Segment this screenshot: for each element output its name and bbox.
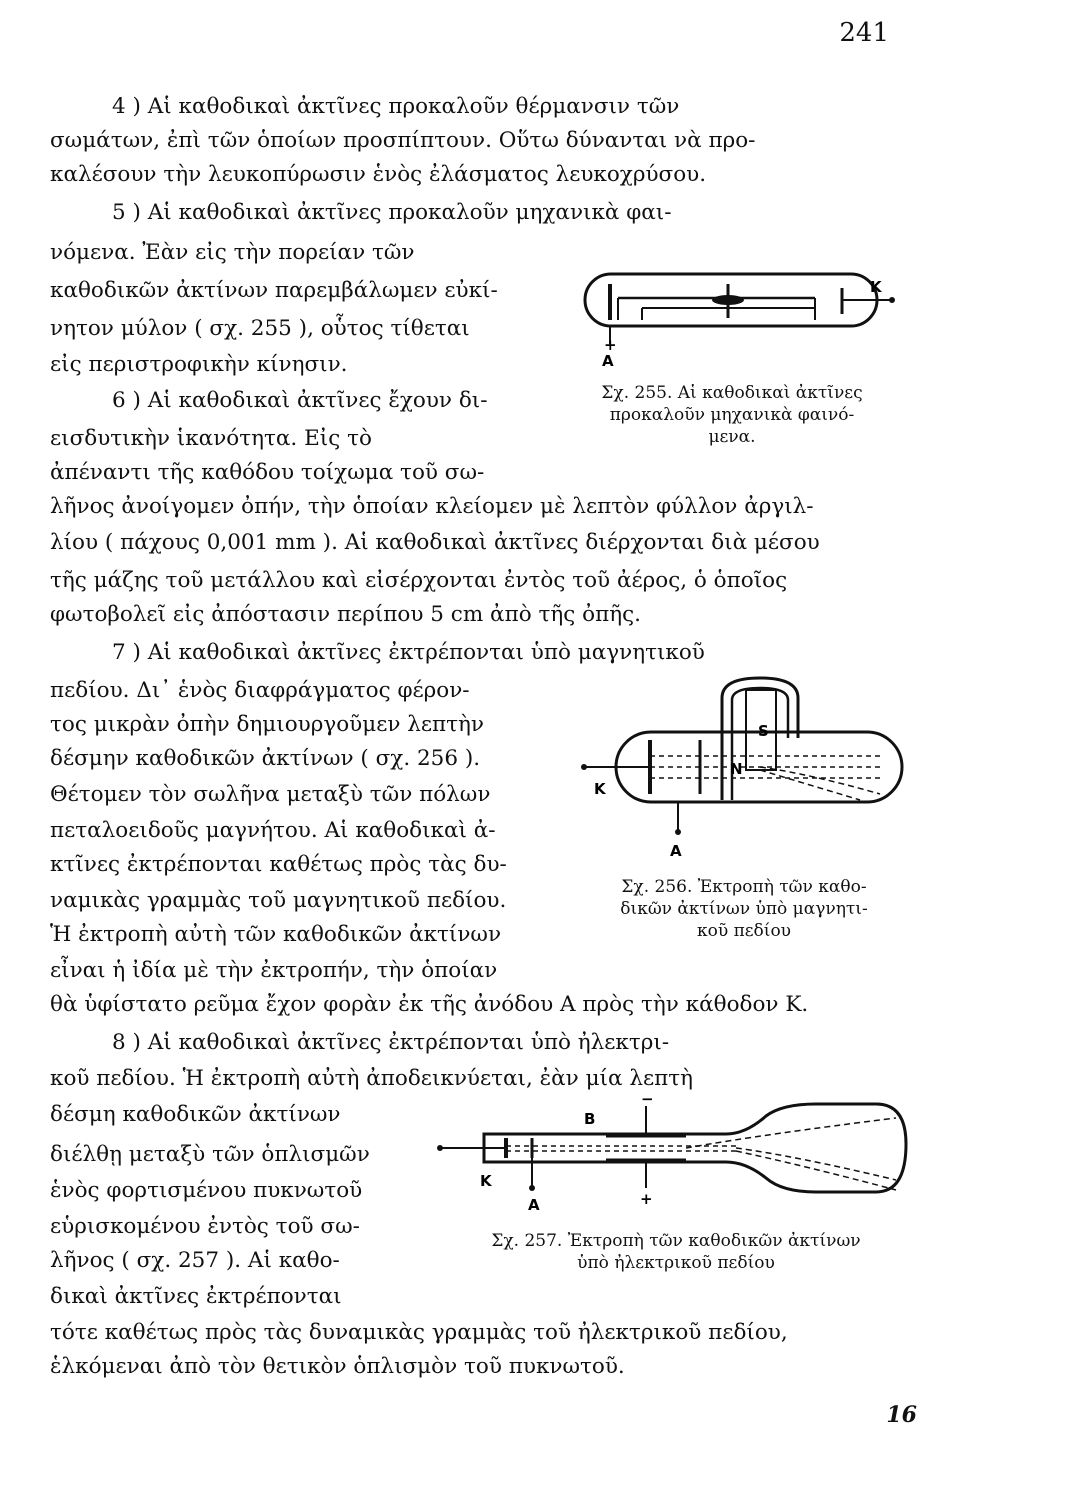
text-line: ναμικὰς γραμμὰς τοῦ μαγνητικοῦ πεδίου. — [50, 888, 507, 913]
text-line: εἶναι ἡ ἰδία μὲ τὴν ἐκτροπήν, τὴν ὁποίαν — [50, 958, 498, 983]
fig256-caption-line: Σχ. 256. Ἐκτροπὴ τῶν καθο- — [621, 877, 867, 897]
text-line: δέσμην καθοδικῶν ἀκτίνων ( σχ. 256 ). — [50, 746, 481, 771]
text-line: Ἡ ἐκτροπὴ αὐτὴ τῶν καθοδικῶν ἀκτίνων — [50, 922, 502, 947]
text-line: εὑρισκομένου ἐντὸς τοῦ σω- — [50, 1214, 360, 1239]
text-line: λῆνος ( σχ. 257 ). Αἱ καθο- — [50, 1248, 340, 1273]
text-line: τῆς μάζης τοῦ μετάλλου καὶ εἰσέρχονται ἐντὸς τοῦ ἀέρος, ὁ ὁποῖος — [50, 568, 788, 593]
figure-256-caption — [574, 876, 914, 942]
fig255-label-k: K — [870, 278, 882, 296]
fig255-label-a: A — [602, 352, 614, 370]
text-line: ἑλκόμεναι ἀπὸ τὸν θετικὸν ὁπλισμὸν τοῦ πυκνωτοῦ. — [50, 1354, 625, 1379]
text-line: λίου ( πάχους 0,001 mm ). Αἱ καθοδικαὶ ἀκτῖνες διέρχονται διὰ μέσου — [50, 530, 820, 555]
figure-255-caption — [562, 382, 902, 448]
fig257-caption-line: ὑπὸ ἠλεκτρικοῦ πεδίου — [577, 1253, 775, 1273]
text-line: 7 ) Αἱ καθοδικαὶ ἀκτῖνες ἐκτρέπονται ὑπὸ μαγνητικοῦ — [112, 640, 705, 665]
text-line: πεδίου. Δι᾽ ἑνὸς διαφράγματος φέρον- — [50, 678, 470, 703]
fig257-caption-line: Σχ. 257. Ἐκτροπὴ τῶν καθοδικῶν ἀκτίνων — [491, 1231, 861, 1251]
text-line: θὰ ὑφίστατο ρεῦμα ἔχον φορὰν ἐκ τῆς ἀνόδου Α πρὸς τὴν κάθοδον Κ. — [50, 992, 809, 1017]
text-line: 4 ) Αἱ καθοδικαὶ ἀκτῖνες προκαλοῦν θέρμανσιν τῶν — [112, 94, 680, 119]
page-number: 241 — [839, 18, 889, 48]
figure-257-caption — [436, 1230, 916, 1274]
fig255-caption-line: προκαλοῦν μηχανικὰ φαινό- — [609, 405, 855, 425]
figure-257-electric-deflection — [436, 1094, 916, 1214]
text-line: τος μικρὰν ὀπὴν δημιουργοῦμεν λεπτὴν — [50, 712, 484, 737]
text-line: δέσμη καθοδικῶν ἀκτίνων — [50, 1102, 341, 1127]
text-line: καθοδικῶν ἀκτίνων παρεμβάλωμεν εὐκί- — [50, 278, 498, 303]
text-line: λῆνος ἀνοίγομεν ὀπήν, τὴν ὁποίαν κλείομεν μὲ λεπτὸν φύλλον ἀργιλ- — [50, 494, 814, 519]
text-line: τότε καθέτως πρὸς τὰς δυναμικὰς γραμμὰς τοῦ ἠλεκτρικοῦ πεδίου, — [50, 1320, 788, 1345]
text-line: καλέσουν τὴν λευκοπύρωσιν ἑνὸς ἐλάσματος λευκοχρύσου. — [50, 162, 707, 187]
fig255-caption-line: Σχ. 255. Αἱ καθοδικαὶ ἀκτῖνες — [601, 383, 863, 403]
fig257-label-a: A — [528, 1196, 540, 1214]
fig255-caption-line: μενα. — [708, 427, 756, 447]
text-line: πεταλοειδοῦς μαγνήτου. Αἱ καθοδικαὶ ἀ- — [50, 818, 496, 843]
fig257-label-k: K — [480, 1172, 492, 1190]
fig256-label-s: S — [758, 722, 769, 740]
fig255-label-plus: + — [604, 336, 617, 354]
fig256-label-k: K — [594, 780, 606, 798]
text-line: φωτοβολεῖ εἰς ἀπόστασιν περίπου 5 cm ἀπὸ τῆς ὀπῆς. — [50, 602, 641, 627]
text-line: εἰς περιστροφικὴν κίνησιν. — [50, 352, 348, 377]
text-line: ἀπέναντι τῆς καθόδου τοίχωμα τοῦ σω- — [50, 460, 485, 485]
fig256-caption-line: δικῶν ἀκτίνων ὑπὸ μαγνητι- — [620, 899, 868, 919]
text-line: νόμενα. Ἐὰν εἰς τὴν πορείαν τῶν — [50, 240, 415, 265]
fig256-label-n: N — [730, 760, 743, 778]
text-line: εισδυτικὴν ἱκανότητα. Εἰς τὸ — [50, 426, 372, 451]
text-line: διέλθῃ μεταξὺ τῶν ὁπλισμῶν — [50, 1142, 370, 1167]
text-line: σωμάτων, ἐπὶ τῶν ὁποίων προσπίπτουν. Οὕτω δύνανται νὰ προ- — [50, 128, 756, 153]
text-line: κοῦ πεδίου. Ἡ ἐκτροπὴ αὐτὴ ἀποδεικνύεται, ἐὰν μία λεπτὴ — [50, 1066, 693, 1091]
fig256-label-a: A — [670, 842, 682, 860]
fig257-label-b: B — [584, 1110, 596, 1128]
text-line: 5 ) Αἱ καθοδικαὶ ἀκτῖνες προκαλοῦν μηχανικὰ φαι- — [112, 200, 672, 225]
text-line: νητον μύλον ( σχ. 255 ), οὗτος τίθεται — [50, 316, 470, 341]
fig257-label-plus: + — [640, 1190, 653, 1208]
text-line: Θέτομεν τὸν σωλῆνα μεταξὺ τῶν πόλων — [50, 782, 491, 807]
text-line: κτῖνες ἐκτρέπονται καθέτως πρὸς τὰς δυ- — [50, 852, 507, 877]
text-line: δικαὶ ἀκτῖνες ἐκτρέπονται — [50, 1284, 342, 1309]
figure-256-magnetic-deflection — [580, 670, 910, 860]
text-line: 8 ) Αἱ καθοδικαὶ ἀκτῖνες ἐκτρέπονται ὑπὸ ἠλεκτρι- — [112, 1030, 670, 1055]
fig257-label-minus: − — [641, 1094, 654, 1108]
figure-255-mill-tube — [580, 262, 910, 372]
text-line: 6 ) Αἱ καθοδικαὶ ἀκτῖνες ἔχουν δι- — [112, 388, 488, 413]
fig256-caption-line: κοῦ πεδίου — [696, 921, 792, 941]
signature-number: 16 — [886, 1402, 917, 1428]
text-line: ἑνὸς φορτισμένου πυκνωτοῦ — [50, 1178, 363, 1203]
